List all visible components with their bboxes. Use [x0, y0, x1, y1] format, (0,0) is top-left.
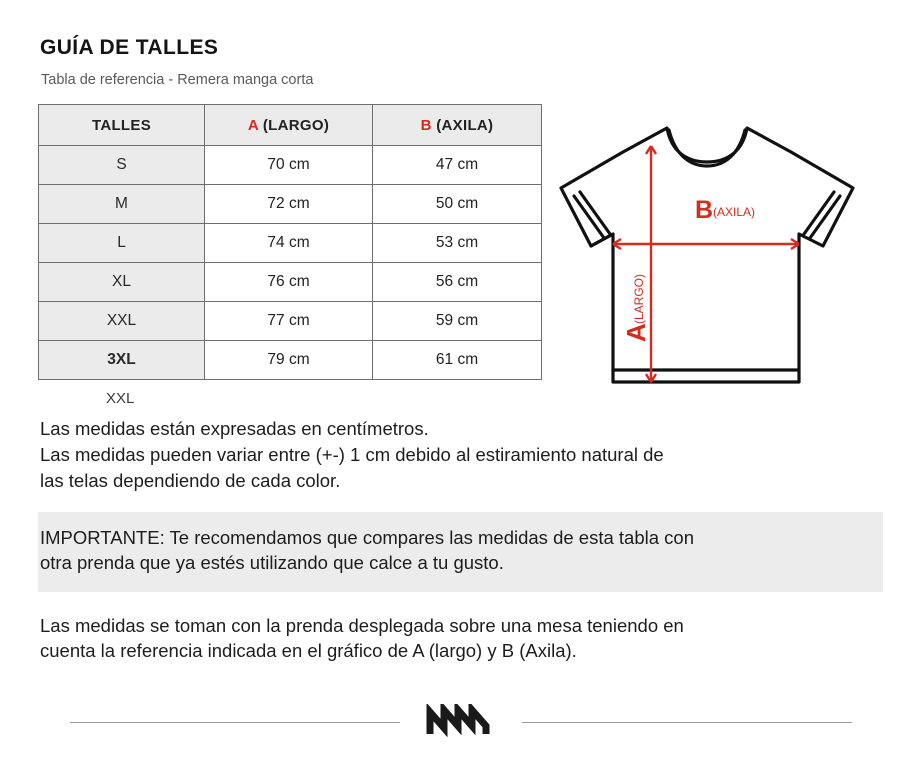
header-talles: TALLES: [39, 105, 205, 146]
measure-a-letter: A: [621, 323, 651, 342]
measure-a-text: (LARGO): [632, 273, 646, 324]
brand-logo-icon: [426, 704, 496, 740]
cell-axila: 56 cm: [373, 263, 542, 302]
size-table-container: [38, 104, 541, 407]
final-note-block: [38, 614, 883, 664]
important-line-1: IMPORTANTE: Te recomendamos que compares las medidas de esta tabla con: [40, 526, 694, 548]
footer-divider-right: [522, 722, 852, 723]
notes-line-3: las telas dependiendo de cada color.: [40, 469, 341, 491]
table-row: [39, 341, 542, 380]
measure-a-line: [646, 146, 656, 382]
header-largo-letter: A: [247, 116, 259, 134]
table-header-row: [39, 105, 542, 146]
measure-b-line: [613, 239, 799, 249]
notes-block: [38, 417, 883, 494]
header-largo-text: (LARGO): [258, 116, 330, 134]
cell-largo: 72 cm: [205, 185, 373, 224]
cell-size: L: [39, 224, 205, 263]
table-row: [39, 185, 542, 224]
measure-b-letter: B: [695, 196, 714, 224]
cell-largo: 76 cm: [205, 263, 373, 302]
cell-axila: 61 cm: [373, 341, 542, 380]
cell-size: XL: [39, 263, 205, 302]
cell-size: M: [39, 185, 205, 224]
below-table-label: XXL: [106, 390, 135, 407]
table-row: [39, 302, 542, 341]
cell-largo: 74 cm: [205, 224, 373, 263]
cell-largo: 70 cm: [205, 146, 373, 185]
tshirt-diagram-container: [541, 104, 883, 406]
cell-size: S: [39, 146, 205, 185]
cell-axila: 50 cm: [373, 185, 542, 224]
cell-size: XXL: [39, 302, 205, 341]
cell-largo: 77 cm: [205, 302, 373, 341]
cell-axila: 59 cm: [373, 302, 542, 341]
measure-b-text: (AXILA): [713, 205, 756, 219]
size-table: [38, 104, 542, 380]
cell-axila: 53 cm: [373, 224, 542, 263]
notes-line-1: Las medidas están expresadas en centímetros.: [40, 418, 429, 439]
table-row: [39, 146, 542, 185]
notes-line-2: Las medidas pueden variar entre (+-) 1 cm debido al estiramiento natural de: [40, 443, 664, 465]
table-and-diagram-row: [38, 104, 883, 407]
final-line-1: Las medidas se toman con la prenda desplegada sobre una mesa teniendo en: [40, 614, 684, 636]
page-title: GUÍA DE TALLES: [40, 36, 219, 59]
header-largo: [205, 105, 373, 146]
cell-size: 3XL: [39, 341, 205, 380]
table-row: [39, 224, 542, 263]
tshirt-diagram: [547, 106, 877, 406]
header-axila: [373, 105, 542, 146]
header-axila-letter: B: [420, 116, 432, 134]
table-row: [39, 263, 542, 302]
footer-divider-left: [70, 722, 400, 723]
final-line-2: cuenta la referencia indicada en el gráfico de A (largo) y B (Axila).: [40, 639, 577, 661]
important-block: [38, 512, 883, 592]
important-line-2: otra prenda que ya estés utilizando que calce a tu gusto.: [40, 551, 504, 573]
footer: [0, 704, 921, 740]
cell-axila: 47 cm: [373, 146, 542, 185]
header-axila-text: (AXILA): [431, 116, 494, 134]
cell-largo: 79 cm: [205, 341, 373, 380]
page-subtitle: Tabla de referencia - Remera manga corta: [41, 72, 314, 88]
